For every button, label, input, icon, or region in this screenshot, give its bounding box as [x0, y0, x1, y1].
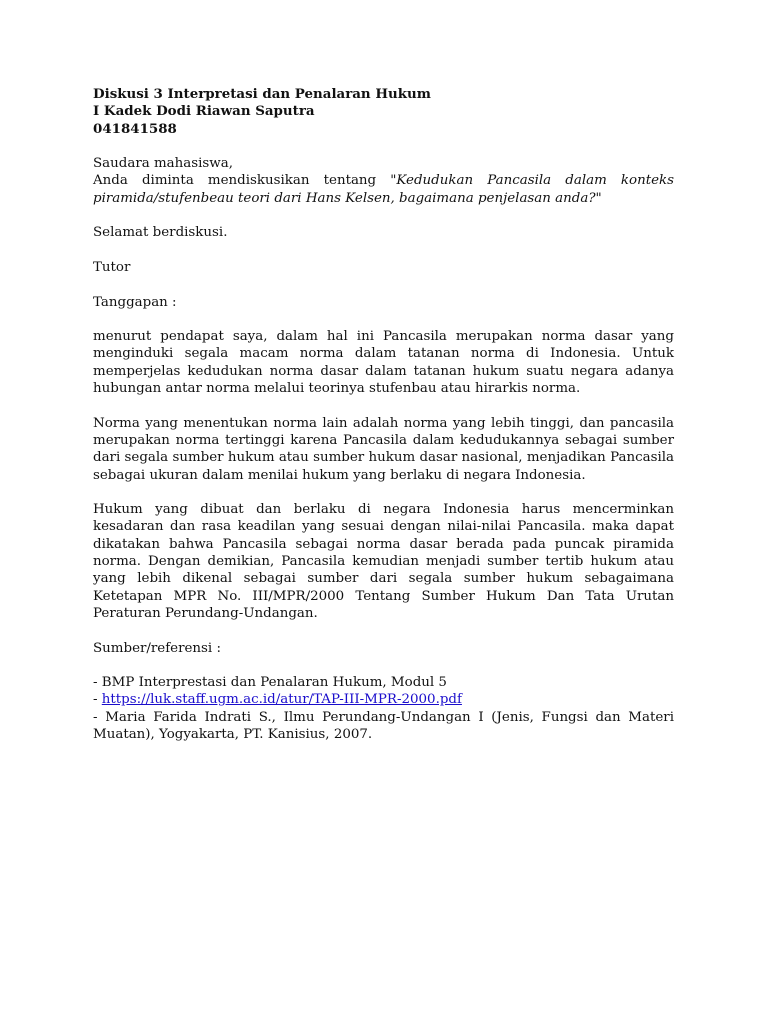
tutor-signature: Tutor	[93, 259, 131, 275]
reference-item-3: - Maria Farida Indrati S., Ilmu Perundang-Undangan I (Jenis, Fungsi dan Materi Muatan), Yogyakarta, PT. Kanisius, 2007.	[93, 709, 674, 742]
reference-link[interactable]: https://luk.staff.ugm.ac.id/atur/TAP-III-MPR-2000.pdf	[101, 692, 462, 708]
reference-item-1: - BMP Interprestasi dan Penalaran Hukum, Modul 5	[93, 675, 447, 691]
greeting: Saudara mahasiswa,	[93, 156, 233, 172]
prompt-question: "Kedudukan Pancasila dalam konteks piramida/stufenbeau teori dari Hans Kelsen, bagaimana penjelasan anda?"	[93, 173, 674, 206]
author-name: I Kadek Dodi Riawan Saputra	[93, 103, 315, 120]
response-heading: Tanggapan :	[93, 294, 177, 310]
response-paragraph-1: menurut pendapat saya, dalam hal ini Pancasila merupakan norma dasar yang menginduki segala macam norma dalam tatanan norma di Indonesia. Untuk memperjelas kedudukan norma dasar dalam tatanan hukum suatu negara adanya hubungan antar norma melalui teorinya stufenbau atau hirarkis norma.	[93, 329, 674, 397]
student-id: 041841588	[93, 120, 177, 137]
response-paragraph-2: Norma yang menentukan norma lain adalah norma yang lebih tinggi, dan pancasila merupakan norma tertinggi karena Pancasila dalam kedudukannya sebagai sumber dari segala sumber hukum atau sumber hukum dasar nasional, menjadikan Pancasila sebagai ukuran dalam menilai hukum yang berlaku di negara Indonesia.	[93, 415, 674, 483]
response-paragraph-3: Hukum yang dibuat dan berlaku di negara Indonesia harus mencerminkan kesadaran dan rasa keadilan yang sesuai dengan nilai-nilai Pancasila. maka dapat dikatakan bahwa Pancasila sebagai norma dasar berada pada puncak piramida norma. Dengan demikian, Pancasila kemudian menjadi sumber tertib hukum atau yang lebih dikenal sebagai sumber dari segala sumber hukum sebagaimana Ketetapan MPR No. III/MPR/2000 Tentang Sumber Hukum Dan Tata Urutan Peraturan Perundang-Undangan.	[93, 502, 674, 621]
document-title: Diskusi 3 Interpretasi dan Penalaran Hukum	[93, 86, 431, 102]
reference-item-2-prefix: -	[93, 692, 102, 708]
prompt-intro: Anda diminta mendiskusikan tentang	[93, 173, 391, 189]
reference-item-2	[93, 691, 674, 708]
references-heading: Sumber/referensi :	[93, 640, 221, 656]
document-page	[93, 86, 674, 743]
closing-line: Selamat berdiskusi.	[93, 225, 228, 241]
discussion-prompt	[93, 172, 674, 207]
